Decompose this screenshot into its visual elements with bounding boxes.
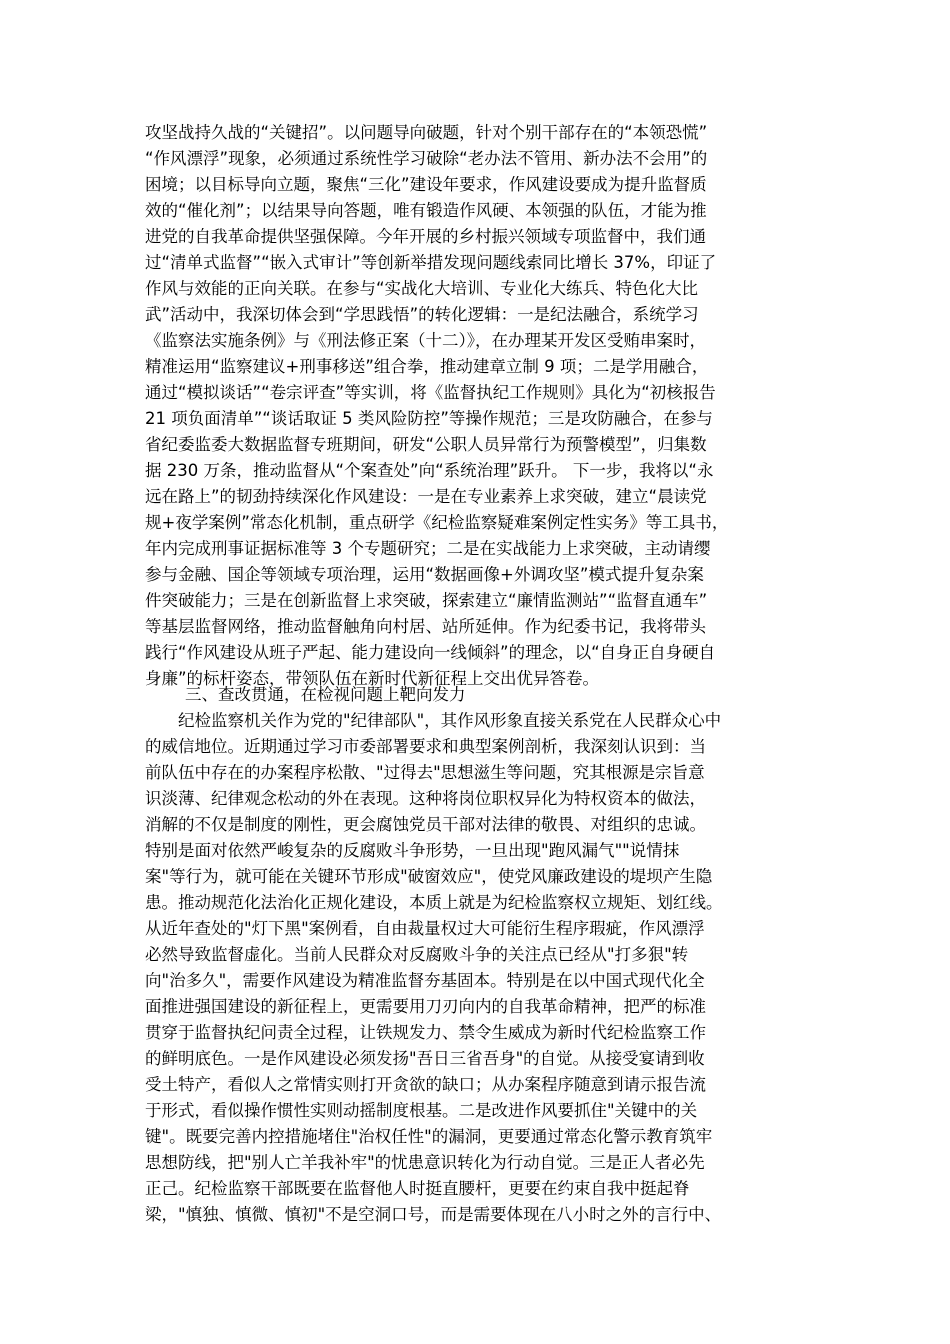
paragraph-line: 作风与效能的正向关联。在参与“实战化大培训、专业化大练兵、特色化大比 xyxy=(145,279,699,298)
paragraph-line: 等基层监督网络，推动监督触角向村居、站所延伸。作为纪委书记，我将带头 xyxy=(145,617,706,636)
paragraph-line: 《监察法实施条例》与《刑法修正案（十二）》，在办理某开发区受贿串案时， xyxy=(145,331,706,350)
paragraph-line: 省纪委监委大数据监督专班期间，研发“公职人员异常行为预警模型”，归集数 xyxy=(145,435,707,454)
paragraph-line: 精准运用“监察建议+刑事移送”组合拳，推动建章立制 9 项；二是学用融合， xyxy=(145,357,709,376)
paragraph-line-text: 纪检监察机关作为党的"纪律部队"，其作风形象直接关系党在人民群众心中 xyxy=(178,711,722,730)
paragraph-line: 的威信地位。近期通过学习市委部署要求和典型案例剖析，我深刻认识到：当 xyxy=(145,737,706,756)
paragraph-line: 正己。纪检监察干部既要在监督他人时挺直腰杆，更要在约束自我中挺起脊 xyxy=(145,1179,690,1198)
paragraph-line: 必然导致监督虚化。当前人民群众对反腐败斗争的关注点已经从"打多狠"转 xyxy=(145,945,689,964)
paragraph-2 xyxy=(145,708,813,1228)
paragraph-line: 从近年查处的"灯下黑"案例看，自由裁量权过大可能衍生程序瑕疵，作风漂浮 xyxy=(145,919,705,938)
section-heading-text: 三、查改贯通，在检视问题上靶向发力 xyxy=(185,685,466,704)
paragraph-line: 参与金融、国企等领域专项治理，运用“数据画像+外调攻坚”模式提升复杂案 xyxy=(145,565,704,584)
paragraph-line xyxy=(145,708,813,734)
paragraph-line: 规+夜学案例”常态化机制，重点研学《纪检监察疑难案例定性实务》等工具书， xyxy=(145,513,729,532)
paragraph-line: 过“清单式监督”“嵌入式审计”等创新举措发现问题线索同比增长 37%，印证了 xyxy=(145,253,717,272)
paragraph-line: 受土特产，看似人之常情实则打开贪欲的缺口；从办案程序随意到请示报告流 xyxy=(145,1075,706,1094)
paragraph-line: 患。推动规范化法治化正规化建设，本质上就是为纪检监察权立规矩、划红线。 xyxy=(145,893,723,912)
paragraph-line: 通过“模拟谈话”“卷宗评查”等实训，将《监督执纪工作规则》具化为“初核报告 xyxy=(145,383,716,402)
paragraph-line: 困境；以目标导向立题，聚焦“三化”建设年要求，作风建设要成为提升监督质 xyxy=(145,175,707,194)
paragraph-line: 键"。既要完善内控措施堵住"治权任性"的漏洞，更要通过常态化警示教育筑牢 xyxy=(145,1127,713,1146)
paragraph-line: 21 项负面清单”“谈话取证 5 类风险防控”等操作规范；三是攻防融合，在参与 xyxy=(145,409,713,428)
paragraph-line: 的鲜明底色。一是作风建设必须发扬"吾日三省吾身"的自觉。从接受宴请到收 xyxy=(145,1049,705,1068)
paragraph-line: 于形式，看似操作惯性实则动摇制度根基。二是改进作风要抓住"关键中的关 xyxy=(145,1101,698,1120)
paragraph-line: 据 230 万条，推动监督从“个案查处”向“系统治理”跃升。 下一步，我将以“永 xyxy=(145,461,714,480)
paragraph-line: 践行“作风建设从班子严起、能力建设向一线倾斜”的理念，以“自身正自身硬自 xyxy=(145,643,716,662)
paragraph-line: 件突破能力；三是在创新监督上求突破，探索建立“廉情监测站”“监督直通车” xyxy=(145,591,708,610)
paragraph-line: 向"治多久"，需要作风建设为精准监督夯基固本。特别是在以中国式现代化全 xyxy=(145,971,705,990)
paragraph-line: 特别是面对依然严峻复杂的反腐败斗争形势，一旦出现"跑风漏气""说情抹 xyxy=(145,841,680,860)
section-heading xyxy=(145,682,813,708)
paragraph-line: 面推进强国建设的新征程上，更需要用刀刃向内的自我革命精神，把严的标准 xyxy=(145,997,706,1016)
paragraph-1 xyxy=(145,120,813,692)
paragraph-line: 思想防线，把"别人亡羊我补牢"的忧患意识转化为行动自觉。三是正人者必先 xyxy=(145,1153,705,1172)
paragraph-line: 前队伍中存在的办案程序松散、"过得去"思想滋生等问题，究其根源是宗旨意 xyxy=(145,763,705,782)
paragraph-line: 身廉”的标杆姿态，带领队伍在新时代新征程上交出优异答卷。 xyxy=(145,669,600,688)
paragraph-line: 梁，"慎独、慎微、慎初"不是空洞口号，而是需要体现在八小时之外的言行中、 xyxy=(145,1205,722,1224)
paragraph-line: 效的“催化剂”；以结果导向答题，唯有锻造作风硬、本领强的队伍，才能为推 xyxy=(145,201,707,220)
paragraph-line: “作风漂浮”现象，必须通过系统性学习破除“老办法不管用、新办法不会用”的 xyxy=(145,149,708,168)
paragraph-line: 攻坚战持久战的“关键招”。以问题导向破题，针对个别干部存在的“本领恐慌” xyxy=(145,123,708,142)
paragraph-line: 消解的不仅是制度的刚性，更会腐蚀党员干部对法律的敬畏、对组织的忠诚。 xyxy=(145,815,706,834)
paragraph-line: 案"等行为，就可能在关键环节形成"破窗效应"，使党风廉政建设的堤坝产生隐 xyxy=(145,867,713,886)
paragraph-line: 识淡薄、纪律观念松动的外在表现。这种将岗位职权异化为特权资本的做法， xyxy=(145,789,706,808)
paragraph-line: 武”活动中，我深切体会到“学思践悟”的转化逻辑：一是纪法融合，系统学习 xyxy=(145,305,699,324)
paragraph-line: 远在路上”的韧劲持续深化作风建设：一是在专业素养上求突破，建立“晨读党 xyxy=(145,487,707,506)
paragraph-line: 年内完成刑事证据标准等 3 个专题研究；二是在实战能力上求突破，主动请缨 xyxy=(145,539,711,558)
paragraph-line: 贯穿于监督执纪问责全过程，让铁规发力、禁令生威成为新时代纪检监察工作 xyxy=(145,1023,706,1042)
paragraph-line: 进党的自我革命提供坚强保障。今年开展的乡村振兴领域专项监督中，我们通 xyxy=(145,227,706,246)
